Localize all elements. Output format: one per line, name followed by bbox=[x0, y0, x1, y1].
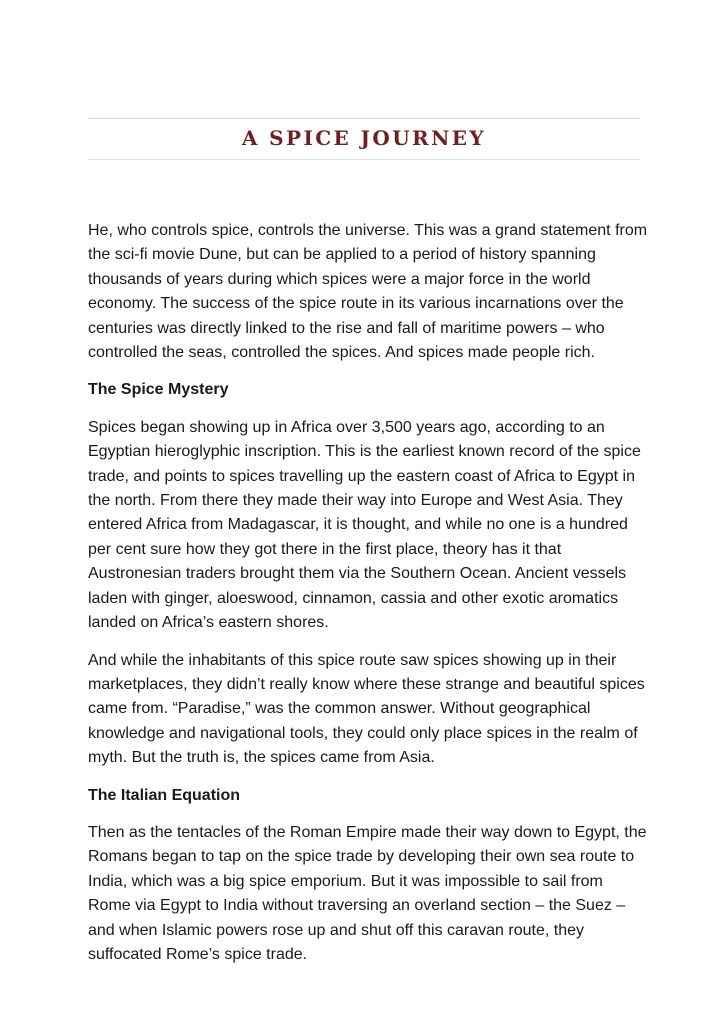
document-body bbox=[88, 219, 648, 980]
title-banner bbox=[88, 118, 640, 160]
section-heading-italian-equation: The Italian Equation bbox=[88, 786, 241, 804]
intro-paragraph: He, who controls spice, controls the universe. This was a grand statement from the sci-fi movie Dune, but can be applied to a period of history spanning thousands of years during which spices were a major force in the world economy. The success of the spice route in its various incarnations over the centuries was directly linked to the rise and fall of maritime powers – who controlled the seas, controlled the spices. And spices made people rich. bbox=[88, 222, 648, 362]
italian-equation-paragraph: Then as the tentacles of the Roman Empire made their way down to Egypt, the Romans began to tap on the spice trade by developing their own sea route to India, which was a big spice emporium. But it was impossible to sail from Rome via Egypt to India without traversing an overland section – the Suez – and when Islamic powers rose up and shut off this caravan route, they suffocated Rome’s spice trade. bbox=[88, 823, 647, 963]
section-heading-spice-mystery: The Spice Mystery bbox=[88, 381, 229, 399]
document-title: A SPICE JOURNEY bbox=[241, 126, 487, 150]
spice-mystery-paragraph-2: And while the inhabitants of this spice route saw spices showing up in their marketplaces, they didn’t really know where these strange and beautiful spices came from. “Paradise,” was the common answer. Without geographical knowledge and navigational tools, they could only place spices in the realm of myth. But the truth is, the spices came from Asia. bbox=[88, 651, 645, 767]
spice-mystery-paragraph-1: Spices began showing up in Africa over 3,500 years ago, according to an Egyptian hieroglyphic inscription. This is the earliest known record of the spice trade, and points to spices travelling up the eastern coast of Africa to Egypt in the north. From there they made their way into Europe and West Asia. They entered Africa from Madagascar, it is thought, and while no one is a hundred per cent sure how they got there in the first place, theory has it that Austronesian traders brought them via the Southern Ocean. Ancient vessels laden with ginger, aloeswood, cinnamon, cassia and other exotic aromatics landed on Africa’s eastern shores. bbox=[88, 418, 641, 632]
